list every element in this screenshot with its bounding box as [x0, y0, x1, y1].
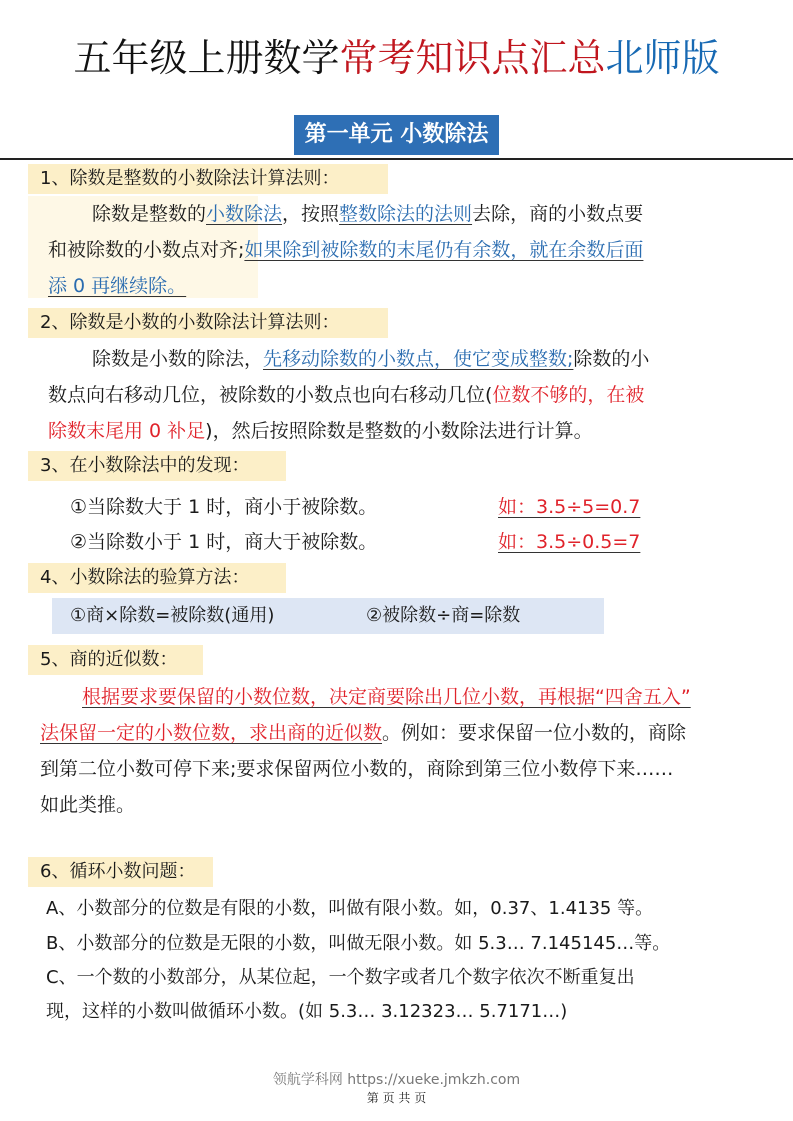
section-4-heading: 4、小数除法的验算方法：	[40, 567, 250, 588]
footer-watermark: 领航学科网 https://xueke.jmkzh.com	[272, 1072, 521, 1088]
section-5-heading: 5、商的近似数：	[40, 649, 178, 670]
section-2-line-1: 除数是小数的除法，先移动除数的小数点，使它变成整数;除数的小	[92, 348, 650, 370]
emphasis-pad-zero-cont: 除数末尾用 0 补足	[48, 420, 206, 442]
unit-badge: 第一单元 小数除法	[294, 115, 499, 155]
page-number: 第 页 共 页	[366, 1091, 427, 1105]
section-6-heading: 6、循环小数问题：	[40, 861, 196, 882]
emphasis-pad-zero: 位数不够的，在被	[492, 384, 645, 406]
section-6-line-a: A、小数部分的位数是有限的小数，叫做有限小数。如，0.37、1.4135 等。	[46, 898, 654, 919]
check-method-2: ②被除数÷商=除数	[366, 605, 521, 626]
section-1-line-2: 和被除数的小数点对齐;如果除到被除数的末尾仍有余数，就在余数后面	[48, 239, 644, 261]
section-2-line-2: 数点向右移动几位，被除数的小数点也向右移动几位(位数不够的，在被	[48, 384, 645, 406]
section-3-heading: 3、在小数除法中的发现：	[40, 455, 250, 476]
emphasis-decimal-division: 小数除法	[206, 203, 283, 225]
title-part-summary: 常考知识点汇总	[339, 36, 606, 80]
section-5-line-3: 到第二位小数可停下来;要求保留两位小数的，商除到第三位小数停下来……	[40, 758, 674, 780]
section-5-line-2: 法保留一定的小数位数，求出商的近似数。例如：要求保留一位小数的，商除	[40, 722, 687, 744]
section-6-line-d: 现，这样的小数叫做循环小数。(如 5.3… 3.12323… 5.7171…)	[46, 1001, 568, 1022]
section-5-line-4: 如此类推。	[40, 794, 136, 816]
check-method-1: ①商×除数=被除数(通用)	[70, 605, 275, 626]
section-1-line-1: 除数是整数的小数除法，按照整数除法的法则去除，商的小数点要	[92, 203, 644, 225]
title-part-edition: 北师版	[605, 36, 720, 80]
section-3-example-2: 如：3.5÷0.5=7	[498, 531, 641, 553]
title-part-grade: 五年级上册数学	[73, 36, 340, 80]
section-6-line-b: B、小数部分的位数是无限的小数，叫做无限小数。如 5.3… 7.145145…等。	[46, 933, 671, 954]
emphasis-rounding-rule: 根据要求要保留的小数位数，决定商要除出几位小数，再根据“四舍五入”	[82, 686, 691, 708]
section-3-item-1: ①当除数大于 1 时，商小于被除数。	[70, 496, 378, 518]
emphasis-rounding-rule-cont: 法保留一定的小数位数，求出商的近似数	[40, 722, 383, 744]
emphasis-integer-rule: 整数除法的法则	[339, 203, 473, 225]
divider-line	[0, 158, 793, 160]
section-5-line-1	[82, 679, 691, 715]
emphasis-remainder-rule-cont: 添 0 再继续除。	[48, 275, 187, 297]
document-title	[0, 30, 793, 86]
emphasis-remainder-rule: 如果除到被除数的末尾仍有余数，就在余数后面	[244, 239, 644, 261]
section-3-item-2: ②当除数小于 1 时，商大于被除数。	[70, 531, 378, 553]
section-1-line-3	[48, 268, 186, 304]
section-6-line-c: C、一个数的小数部分，从某位起，一个数字或者几个数字依次不断重复出	[46, 967, 635, 988]
section-2-line-3: 除数末尾用 0 补足)，然后按照除数是整数的小数除法进行计算。	[48, 420, 593, 442]
section-2-heading: 2、除数是小数的小数除法计算法则：	[40, 312, 340, 333]
section-1-heading: 1、除数是整数的小数除法计算法则：	[40, 168, 340, 189]
section-3-example-1: 如：3.5÷5=0.7	[498, 496, 641, 518]
emphasis-move-point: 先移动除数的小数点，使它变成整数;	[263, 348, 574, 370]
